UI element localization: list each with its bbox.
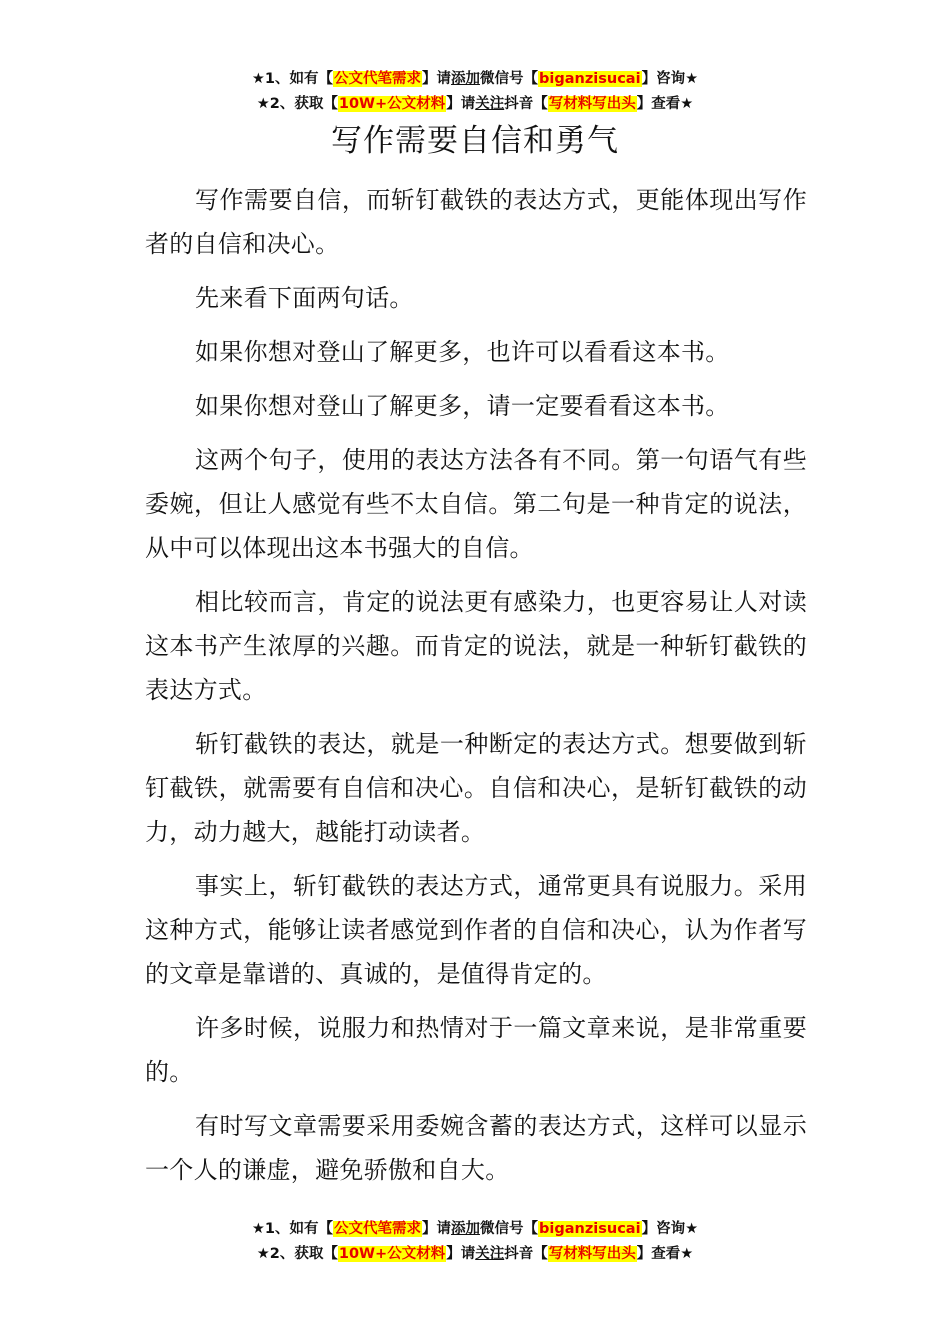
header-ad-line-2-suffix: 】查看★: [636, 96, 694, 112]
paragraph: 有时写文章需要采用委婉含蓄的表达方式，这样可以显示一个人的谦虚，避免骄傲和自大。: [145, 1112, 807, 1184]
footer-ad-line-2-prefix: ★2、获取【: [256, 1246, 338, 1262]
footer-ad-line-1-underline: 添加: [451, 1221, 481, 1237]
footer-ad: [0, 1217, 950, 1267]
document-body: [145, 178, 807, 1202]
footer-ad-line-2-highlight-materials: 10W+公文材料: [338, 1246, 446, 1262]
footer-ad-line-2-highlight-douyin: 写材料写出头: [548, 1246, 636, 1262]
footer-ad-line-2: [0, 1242, 950, 1267]
paragraph: 事实上，斩钉截铁的表达方式，通常更具有说服力。采用这种方式，能够让读者感觉到作者的自信和决心，认为作者写的文章是靠谱的、真诚的，是值得肯定的。: [145, 872, 807, 988]
paragraph: 许多时候，说服力和热情对于一篇文章来说，是非常重要的。: [145, 1014, 807, 1086]
footer-ad-line-1: [0, 1217, 950, 1242]
footer-ad-line-1-prefix: ★1、如有【: [251, 1221, 334, 1237]
header-ad: [0, 67, 950, 117]
header-ad-line-1-prefix: ★1、如有【: [251, 71, 334, 87]
paragraph: 斩钉截铁的表达，就是一种断定的表达方式。想要做到斩钉截铁，就需要有自信和决心。自信和决心，是斩钉截铁的动力，动力越大，越能打动读者。: [145, 730, 807, 846]
header-ad-line-1-highlight-service: 公文代笔需求: [334, 71, 422, 87]
header-ad-line-1-highlight-wechat: biganzisucai: [539, 71, 641, 87]
header-ad-line-2-underline: 关注: [475, 96, 505, 112]
footer-ad-line-2-mid: 】请: [446, 1246, 476, 1262]
header-ad-line-2-mid2: 抖音【: [504, 96, 548, 112]
paragraph: 如果你想对登山了解更多，请一定要看看这本书。: [195, 392, 730, 420]
footer-ad-line-1-mid2: 微信号【: [480, 1221, 539, 1237]
header-ad-line-2-highlight-douyin: 写材料写出头: [548, 96, 636, 112]
document-title: 写作需要自信和勇气: [331, 123, 619, 159]
footer-ad-line-1-suffix: 】咨询★: [641, 1221, 699, 1237]
header-ad-line-2: [0, 92, 950, 117]
paragraph: 这两个句子，使用的表达方法各有不同。第一句语气有些委婉，但让人感觉有些不太自信。第二句是一种肯定的说法，从中可以体现出这本书强大的自信。: [145, 446, 807, 562]
footer-ad-line-2-underline: 关注: [475, 1246, 505, 1262]
footer-ad-line-1-highlight-wechat: biganzisucai: [539, 1221, 641, 1237]
footer-ad-line-1-mid: 】请: [422, 1221, 452, 1237]
header-ad-line-1-suffix: 】咨询★: [641, 71, 699, 87]
header-ad-line-2-highlight-materials: 10W+公文材料: [338, 96, 446, 112]
footer-ad-line-2-mid2: 抖音【: [504, 1246, 548, 1262]
paragraph: 如果你想对登山了解更多，也许可以看看这本书。: [195, 338, 730, 366]
header-ad-line-1-mid: 】请: [422, 71, 452, 87]
paragraph: 写作需要自信，而斩钉截铁的表达方式，更能体现出写作者的自信和决心。: [145, 186, 807, 258]
header-ad-line-1: [0, 67, 950, 92]
header-ad-line-1-underline: 添加: [451, 71, 481, 87]
footer-ad-line-2-suffix: 】查看★: [636, 1246, 694, 1262]
header-ad-line-2-mid: 】请: [446, 96, 476, 112]
paragraph: 先来看下面两句话。: [195, 284, 414, 312]
paragraph: 相比较而言，肯定的说法更有感染力，也更容易让人对读这本书产生浓厚的兴趣。而肯定的说法，就是一种斩钉截铁的表达方式。: [145, 588, 807, 704]
header-ad-line-1-mid2: 微信号【: [480, 71, 539, 87]
header-ad-line-2-prefix: ★2、获取【: [256, 96, 338, 112]
footer-ad-line-1-highlight-service: 公文代笔需求: [334, 1221, 422, 1237]
